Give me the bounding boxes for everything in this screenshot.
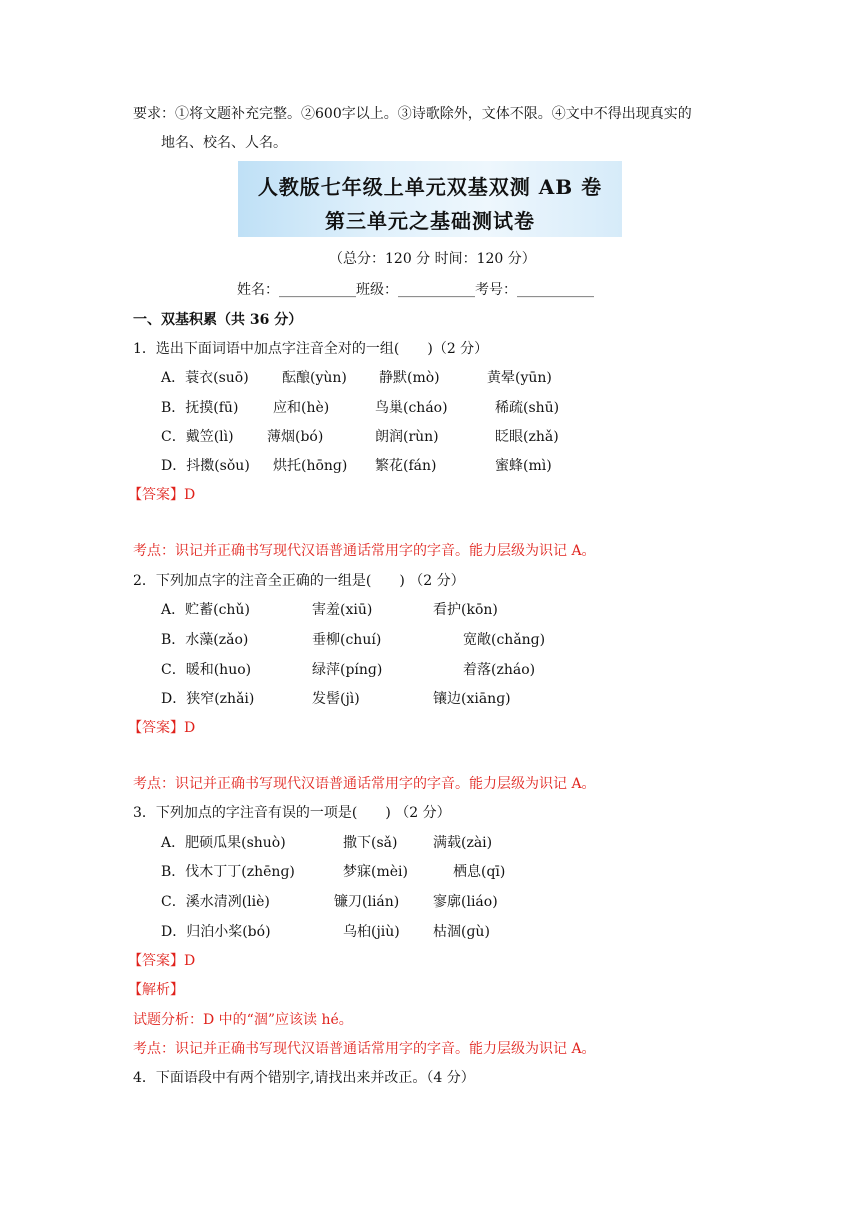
q3-option-c-2: 镰刀(lián) [334,894,400,910]
q3-option-a-1: A．肥硕瓜果(shuò) [161,835,286,851]
question-4-stem: 4．下面语段中有两个错别字,请找出来并改正。（4 分） [133,1070,475,1086]
q1-option-d-3: 繁花(fán) [375,458,437,474]
q2-option-d-2: 发髻(jì) [312,691,360,707]
section-heading: 一、双基积累（共 36 分） [133,312,303,328]
q2-option-b-1: B．水藻(zǎo) [161,632,249,648]
q3-option-d-1: D．归泊小桨(bó) [161,924,271,940]
q2-option-c-2: 绿萍(pínɡ) [312,662,383,678]
q2-option-b-3: 宽敞(chǎnɡ) [463,632,546,648]
q1-option-a-3: 静默(mò) [379,370,440,386]
q3-option-b-1: B．伐木丁丁(zhēnɡ) [161,864,295,880]
q2-kaodian: 考点：识记并正确书写现代汉语普通话常用字的字音。能力层级为识记 A。 [133,776,596,792]
q2-option-a-3: 看护(kōn) [433,602,498,618]
q3-kaodian: 考点：识记并正确书写现代汉语普通话常用字的字音。能力层级为识记 A。 [133,1041,596,1057]
q1-kaodian: 考点：识记并正确书写现代汉语普通话常用字的字音。能力层级为识记 A。 [133,543,596,559]
q3-analysis: 试题分析：D 中的“涸”应该读 hé。 [133,1012,353,1028]
q3-option-d-3: 枯涸(ɡù) [433,924,490,940]
banner-title-1: 人教版七年级上单元双基双测 AB 卷 [257,175,603,199]
q3-answer: 【答案】D [128,953,196,969]
q3-option-d-2: 乌桕(jiù) [343,924,400,940]
requirements-line-2: 地名、校名、人名。 [161,135,287,151]
q2-option-c-1: C．暖和(huo) [161,662,252,678]
student-info: 姓名：___________班级：___________考号：___________ [237,282,594,298]
title-banner [238,161,622,237]
q1-option-d-2: 烘托(hōnɡ) [273,458,348,474]
question-3-stem: 3．下列加点的字注音有误的一项是( ) （2 分） [133,805,451,821]
q3-option-c-1: C．溪水清冽(liè) [161,894,270,910]
q1-option-c-4: 眨眼(zhǎ) [495,429,559,445]
q1-option-a-2: 酝酿(yùn) [282,370,347,386]
q1-option-c-3: 朗润(rùn) [375,429,439,445]
q1-option-b-4: 稀疏(shū) [495,400,560,416]
q1-option-c-2: 薄烟(bó) [267,429,324,445]
q3-jiexi-label: 【解析】 [128,982,184,998]
q1-answer: 【答案】D [128,487,196,503]
banner-title-2: 第三单元之基础测试卷 [325,209,535,233]
q1-option-d-1: D．抖擞(sǒu) [161,458,250,474]
question-2-stem: 2．下列加点字的注音全正确的一组是( ) （2 分） [133,573,465,589]
q2-option-a-2: 害羞(xiū) [312,602,373,618]
q2-option-a-1: A．贮蓄(chǔ) [161,602,250,618]
q2-option-b-2: 垂柳(chuí) [312,632,382,648]
q3-option-a-2: 撒下(sǎ) [343,835,398,851]
q2-option-d-1: D．狭窄(zhǎi) [161,691,255,707]
q2-option-c-3: 着落(zháo) [463,662,536,678]
q3-option-b-2: 梦寐(mèi) [343,864,408,880]
q3-option-a-3: 满载(zài) [433,835,493,851]
q2-answer: 【答案】D [128,720,196,736]
requirements-line-1: 要求：①将文题补充完整。②600字以上。③诗歌除外，文体不限。④文中不得出现真实的 [133,106,692,122]
q1-option-a-4: 黄晕(yūn) [487,370,552,386]
q1-option-b-2: 应和(hè) [273,400,330,416]
q1-option-d-4: 蜜蜂(mì) [495,458,552,474]
q2-option-d-3: 镶边(xiānɡ) [433,691,511,707]
q3-option-c-3: 寥廓(liáo) [433,894,498,910]
q1-option-b-1: B．抚摸(fū) [161,400,239,416]
score-info: （总分：120 分 时间：120 分） [329,251,536,267]
q1-option-c-1: C．戴笠(lì) [161,429,234,445]
q1-option-a-1: A．蓑衣(suō) [161,370,249,386]
question-1-stem: 1．选出下面词语中加点字注音全对的一组( )（2 分） [133,341,489,357]
q3-option-b-3: 栖息(qī) [453,864,506,880]
q1-option-b-3: 鸟巢(cháo) [375,400,448,416]
